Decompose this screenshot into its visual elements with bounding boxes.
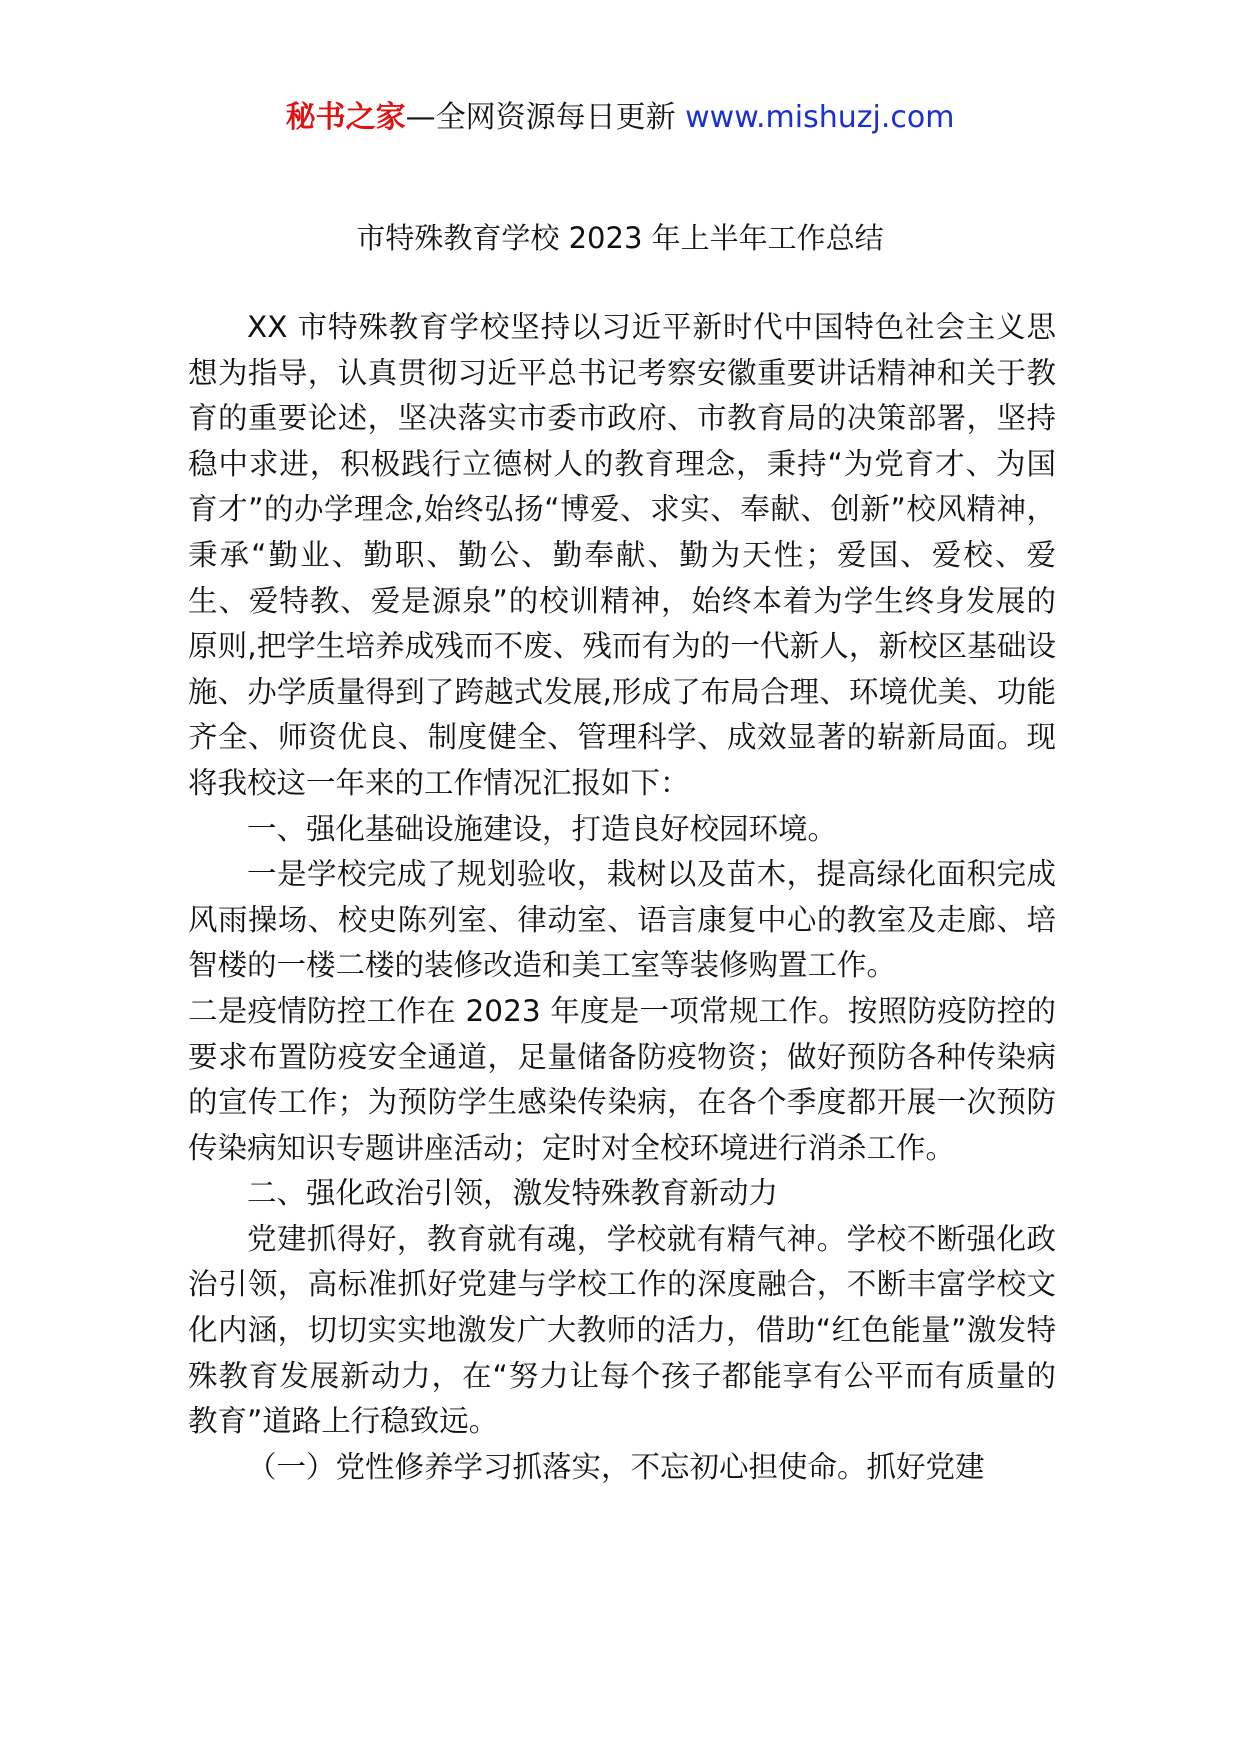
brand-name: 秘书之家	[285, 100, 406, 135]
document-body	[188, 305, 1056, 1490]
section-heading-2: 二、强化政治引领，激发特殊教育新动力	[247, 1176, 779, 1211]
body-paragraph: 一是学校完成了规划验收，栽树以及苗木，提高绿化面积完成风雨操场、校史陈列室、律动室、语言康复中心的教室及走廊、培智楼的一楼二楼的装修改造和美工室等装修购置工作。	[188, 857, 1056, 983]
body-paragraph: 党建抓得好，教育就有魂，学校就有精气神。学校不断强化政治引领，高标准抓好党建与学校工作的深度融合，不断丰富学校文化内涵，切切实实地激发广大教师的活力，借助“红色能量”激发特殊教育发展新动力，在“努力让每个孩子都能享有公平而有质量的教育”道路上行稳致远。	[188, 1221, 1056, 1439]
section-heading-1: 一、强化基础设施建设，打造良好校园环境。	[247, 811, 838, 846]
body-paragraph: 二是疫情防控工作在 2023 年度是一项常规工作。按照防疫防控的要求布置防疫安全通道，足量储备防疫物资；做好预防各种传染病的宣传工作；为预防学生感染传染病，在各个季度都开展一次预防传染病知识专题讲座活动；定时对全校环境进行消杀工作。	[188, 993, 1056, 1165]
site-header	[0, 98, 1240, 138]
subsection-paragraph: （一）党性修养学习抓落实，不忘初心担使命。抓好党建	[247, 1449, 985, 1484]
site-url-link[interactable]: www.mishuzj.com	[685, 100, 955, 135]
header-tagline: —全网资源每日更新	[405, 100, 686, 135]
intro-paragraph: XX 市特殊教育学校坚持以习近平新时代中国特色社会主义思想为指导，认真贯彻习近平总书记考察安徽重要讲话精神和关于教育的重要论述，坚决落实市委市政府、市教育局的决策部署，坚持稳中求进，积极践行立德树人的教育理念，秉持“为党育才、为国育才”的办学理念,始终弘扬“博爱、求实、奉献、创新”校风精神，秉承“勤业、勤职、勤公、勤奉献、勤为天性；爱国、爱校、爱生、爱特教、爱是源泉”的校训精神，始终本着为学生终身发展的原则,把学生培养成残而不废、残而有为的一代新人，新校区基础设施、办学质量得到了跨越式发展,形成了布局合理、环境优美、功能齐全、师资优良、制度健全、管理科学、成效显著的崭新局面。现将我校这一年来的工作情况汇报如下：	[188, 310, 1056, 800]
document-title: 市特殊教育学校 2023 年上半年工作总结	[356, 221, 884, 255]
